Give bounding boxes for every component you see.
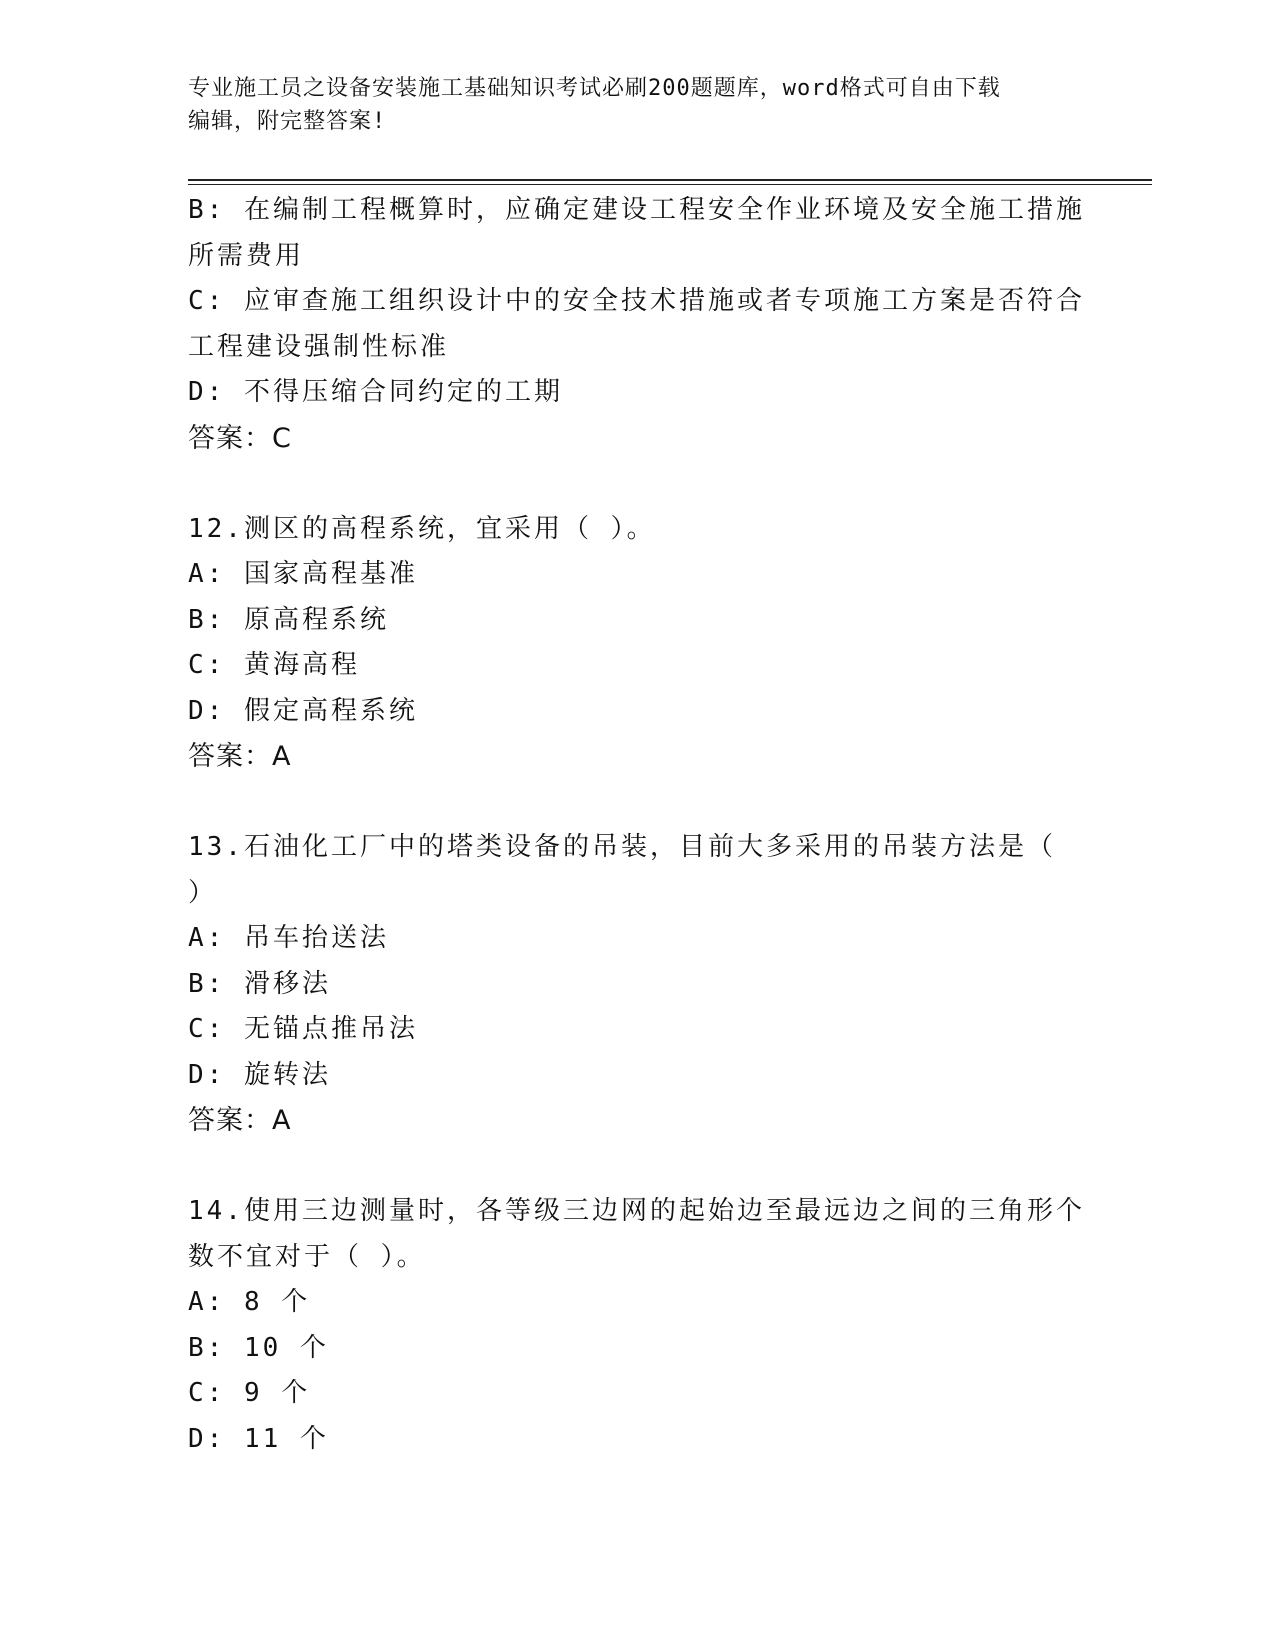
option-d: D: 不得压缩合同约定的工期 (188, 377, 563, 407)
spacer (188, 1144, 1088, 1190)
question-text: 13.石油化工厂中的塔类设备的吊装，目前大多采用的吊装方法是（ (188, 832, 1056, 862)
answer: 答案：A (188, 741, 292, 772)
question-text-continued: 数不宜对于（ ）。 (188, 1241, 426, 1272)
option-d: D: 旋转法 (188, 1059, 331, 1090)
header-title-line-2: 编辑，附完整答案! (188, 109, 387, 134)
option-d: D: 11 个 (188, 1423, 329, 1454)
question-11 (188, 188, 1088, 461)
question-text-continued: ） (188, 877, 218, 908)
option-a: A: 8 个 (188, 1287, 311, 1317)
document-header (188, 72, 1088, 138)
question-12 (188, 507, 1088, 780)
header-divider-thick (188, 179, 1152, 181)
option-c: C: 9 个 (188, 1378, 311, 1408)
option-b-continued: 所需费用 (188, 240, 305, 271)
option-c: C: 应审查施工组织设计中的安全技术措施或者专项施工方案是否符合 (188, 286, 1085, 316)
header-divider-thin (188, 184, 1152, 185)
spacer (188, 780, 1088, 826)
option-c: C: 无锚点推吊法 (188, 1014, 418, 1044)
option-c: C: 黄海高程 (188, 650, 360, 680)
spacer (188, 461, 1088, 507)
document-body (188, 188, 1088, 1462)
question-14 (188, 1189, 1088, 1462)
option-d: D: 假定高程系统 (188, 695, 418, 726)
answer: 答案：C (188, 422, 292, 454)
answer: 答案：A (188, 1105, 292, 1136)
header-title-line-1: 专业施工员之设备安装施工基础知识考试必刷200题题库，word格式可自由下载 (188, 76, 1001, 101)
option-a: A: 国家高程基准 (188, 559, 418, 589)
question-text: 14.使用三边测量时，各等级三边网的起始边至最远边之间的三角形个 (188, 1196, 1085, 1226)
question-text: 12.测区的高程系统，宜采用（ ）。 (188, 513, 656, 544)
option-c-continued: 工程建设强制性标准 (188, 331, 450, 362)
option-b: B: 滑移法 (188, 968, 331, 999)
option-b: B: 10 个 (188, 1332, 329, 1363)
option-b: B: 在编制工程概算时，应确定建设工程安全作业环境及安全施工措施 (188, 195, 1085, 225)
question-13 (188, 825, 1088, 1144)
option-b: B: 原高程系统 (188, 604, 389, 635)
option-a: A: 吊车抬送法 (188, 923, 389, 953)
